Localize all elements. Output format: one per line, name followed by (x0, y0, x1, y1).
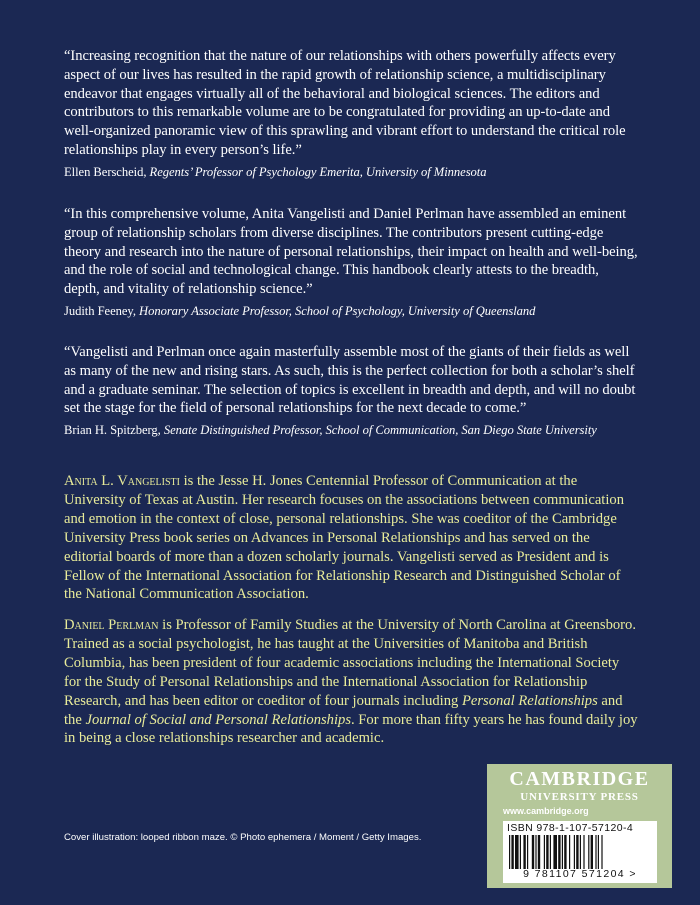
endorsement-attribution (64, 303, 638, 319)
author-bio-vangelisti (64, 472, 638, 604)
bio-text: is the Jesse H. Jones Centennial Professor of Communication at the University of Texas at Austin. Her research focuses on the associations between communication and emotion in the context of close, personal relationships. She was coeditor of the Cambridge University Press book series on Advances in Personal Relationships and has served on the editorial boards of more than a dozen scholarly journals. Vangelisti served as President and is Fellow of the International Association for Relationship Research and Distinguished Scholar of the National Communication Association. (64, 473, 625, 603)
barcode-bar (562, 835, 563, 869)
publisher-subtitle: UNIVERSITY PRESS (520, 791, 639, 803)
barcode-bar (527, 835, 528, 869)
barcode-bar (564, 835, 566, 869)
barcode-bar (553, 835, 557, 869)
barcode-bar (580, 835, 581, 869)
endorser-name: Judith Feeney, (64, 303, 136, 318)
endorsement-quote: “Increasing recognition that the nature of our relationships with others powerfully affects every aspect of our lives has resulted in the rapid growth of relationship science, a multidisciplinary endeavor that engages virtually all of the behavioral and biological sciences. The editors and contributors to this remarkable volume are to be congratulated for providing an up-to-date and well-organized panoramic view of this sprawling and vibrant effort to understand the critical role relationships play in every person’s life.” (64, 48, 626, 158)
barcode-bar (601, 835, 602, 869)
barcode-bar (574, 835, 575, 869)
barcode-block (503, 821, 657, 883)
barcode-bar (523, 835, 525, 869)
barcode-icon (507, 835, 653, 869)
endorsement-quote: “Vangelisti and Perlman once again masterfully assemble most of the giants of their fields as well as many of the new and rising stars. As such, this is the perfect collection for both a scholar’s shelf and a graduate seminar. The selection of topics is excellent in breadth and depth, and will no doubt set the stage for the field of personal relationships for the next decade to come.” (64, 344, 636, 417)
endorser-name: Ellen Berscheid, (64, 164, 147, 179)
endorsement-3 (64, 343, 638, 438)
endorser-title: Honorary Associate Professor, School of Psychology, University of Queensland (139, 303, 536, 318)
barcode-bar (583, 835, 584, 869)
barcode-bar (511, 835, 513, 869)
author-name: Anita L. Vangelisti (64, 473, 180, 489)
endorser-title: Senate Distinguished Professor, School of Communication, San Diego State University (163, 423, 597, 438)
barcode-bar (535, 835, 536, 869)
barcode-bar (515, 835, 519, 869)
barcode-number: 9 781107 571204 > (523, 868, 637, 880)
barcode-bar (538, 835, 540, 869)
barcode-bar (544, 835, 545, 869)
barcode-bar (591, 835, 593, 869)
isbn-label: ISBN 978-1-107-57120-4 (507, 822, 634, 834)
endorsement-1 (64, 47, 638, 180)
barcode-bar (576, 835, 578, 869)
barcode-bar (520, 835, 521, 869)
barcode-bar (550, 835, 551, 869)
endorsement-quote: “In this comprehensive volume, Anita Vangelisti and Daniel Perlman have assembled an eminent group of relationship scholars from diverse disciplines. The contributors present cutting-edge theory and research into the nature of personal relationships, their impact on health and well-being, and the role of social and technological change. This handbook clearly attests to the breadth, depth, and vitality of relationship science.” (64, 206, 638, 298)
author-name: Daniel Perlman (64, 617, 159, 633)
cover-credit: Cover illustration: looped ribbon maze. © Photo ephemera / Moment / Getty Images. (64, 832, 422, 843)
bio-text: is Professor of Family Studies at the University of North Carolina at Greensboro. Trained as a social psychologist, he has taught at the Universities of Manitoba and British Columbia, has been president of four academic associations including the International Society for the Study of Personal Relationships and the International Association for Relationship Research, and has been editor or coeditor of four journals including (64, 617, 636, 709)
barcode-bar (595, 835, 596, 869)
journal-title: Personal Relationships (461, 692, 598, 709)
publisher-url: www.cambridge.org (503, 806, 589, 816)
barcode-bar (598, 835, 599, 869)
endorsement-attribution (64, 164, 638, 180)
endorsement-2 (64, 205, 638, 319)
publisher-panel (487, 764, 672, 888)
endorser-title: Regents’ Professor of Psychology Emerita, University of Minnesota (149, 164, 487, 179)
barcode-bar (532, 835, 534, 869)
barcode-bar (509, 835, 510, 869)
journal-title: Journal of Social and Personal Relationships (85, 711, 351, 728)
barcode-bar (569, 835, 570, 869)
bio-text: . For more than fifty years he has found daily joy in being a close relationships researcher and academic. (64, 711, 638, 747)
author-bio-perlman (64, 616, 638, 748)
barcode-bar (558, 835, 560, 869)
barcode-bar (588, 835, 589, 869)
barcode-bar (546, 835, 548, 869)
bio-text: and the (64, 692, 623, 728)
endorsement-attribution (64, 422, 638, 438)
endorser-name: Brian H. Spitzberg, (64, 423, 161, 438)
publisher-logo: CAMBRIDGE (509, 768, 650, 790)
